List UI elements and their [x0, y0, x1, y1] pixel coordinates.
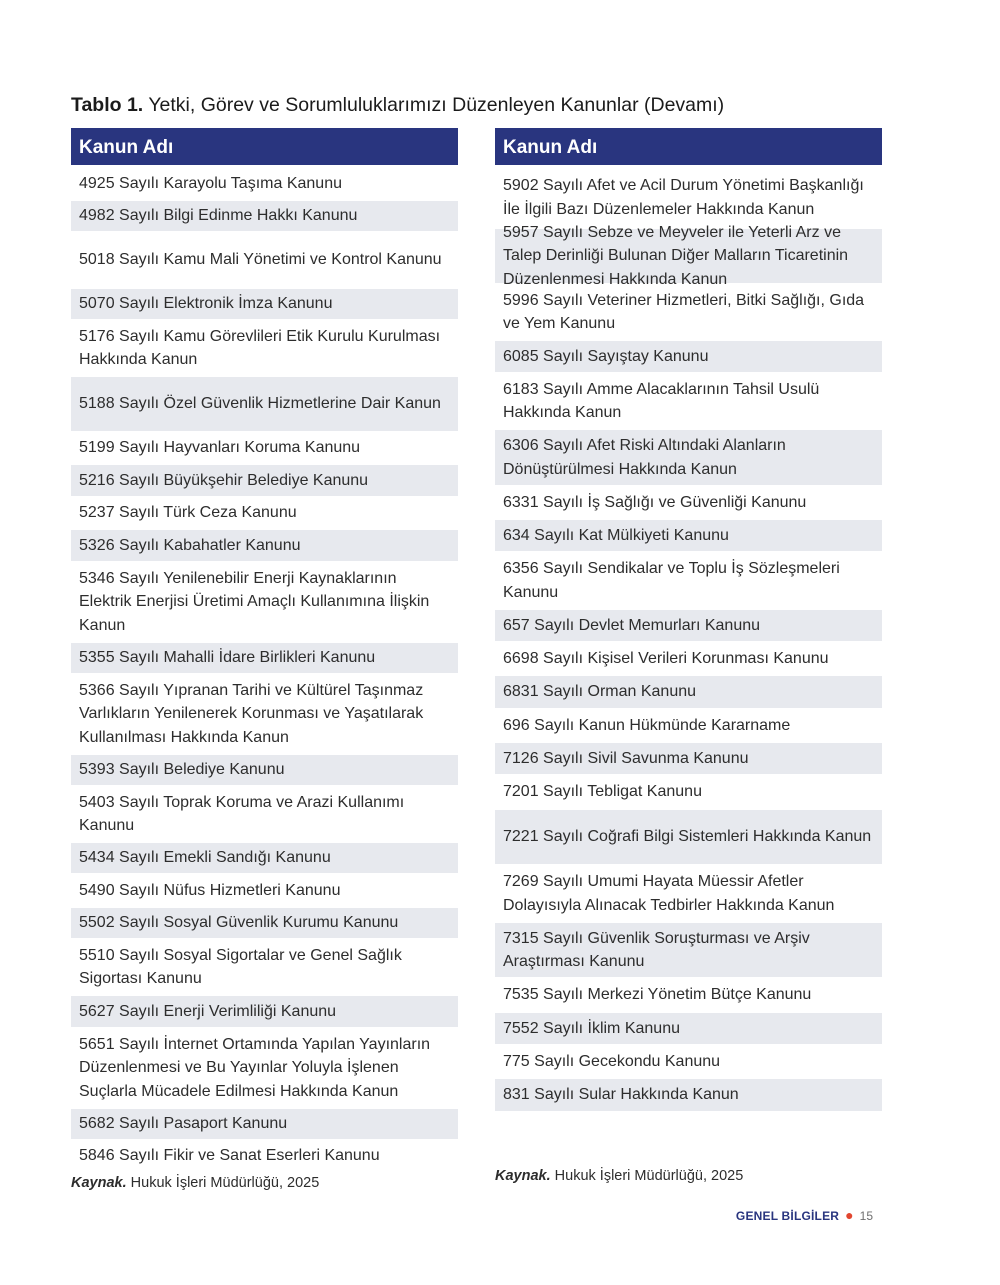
right-table-row: 6183 Sayılı Amme Alacaklarının Tahsil Usulü Hakkında Kanun [495, 374, 882, 430]
left-table-row: 5188 Sayılı Özel Güvenlik Hizmetlerine Dair Kanun [71, 377, 458, 433]
left-table-body [71, 168, 458, 1173]
right-table-row: 7221 Sayılı Coğrafi Bilgi Sistemleri Hakkında Kanun [495, 810, 882, 866]
right-table [495, 128, 882, 1113]
table-caption: Yetki, Görev ve Sorumluluklarımızı Düzenleyen Kanunlar (Devamı) [148, 94, 725, 116]
table-number: Tablo 1. [71, 94, 144, 116]
left-table [71, 128, 458, 1173]
left-table-row: 5199 Sayılı Hayvanları Koruma Kanunu [71, 433, 458, 465]
page-number: 15 [859, 1209, 873, 1223]
right-table-row: 6831 Sayılı Orman Kanunu [495, 676, 882, 710]
left-table-row: 5355 Sayılı Mahalli İdare Birlikleri Kanunu [71, 643, 458, 675]
right-table-row: 657 Sayılı Devlet Memurları Kanunu [495, 610, 882, 643]
left-table-row: 5490 Sayılı Nüfus Hizmetleri Kanunu [71, 875, 458, 908]
right-table-row: 7535 Sayılı Merkezi Yönetim Bütçe Kanunu [495, 979, 882, 1013]
right-table-row: 6331 Sayılı İş Sağlığı ve Güvenliği Kanunu [495, 487, 882, 520]
right-source-note [495, 1168, 743, 1184]
left-table-row: 5326 Sayılı Kabahatler Kanunu [71, 530, 458, 563]
left-table-row: 4925 Sayılı Karayolu Taşıma Kanunu [71, 168, 458, 201]
page-footer [736, 1207, 873, 1223]
right-table-header: Kanun Adı [495, 128, 882, 165]
right-table-row: 7269 Sayılı Umumi Hayata Müessir Afetler Dolayısıyla Alınacak Tedbirler Hakkında Kanun [495, 866, 882, 923]
left-table-row: 5393 Sayılı Belediye Kanunu [71, 755, 458, 787]
right-table-row: 5902 Sayılı Afet ve Acil Durum Yönetimi Başkanlığı İle İlgili Bazı Düzenlemeler Hakkında Kanun [495, 168, 882, 229]
right-table-row: 6306 Sayılı Afet Riski Altındaki Alanların Dönüştürülmesi Hakkında Kanun [495, 430, 882, 487]
right-table-row: 5957 Sayılı Sebze ve Meyveler ile Yeterli Arz ve Talep Derinliği Bulunan Diğer Malların Ticaretinin Düzenlenmesi Hakkında Kanun [495, 229, 882, 285]
left-source-note [71, 1175, 319, 1191]
right-table-row: 7552 Sayılı İklim Kanunu [495, 1013, 882, 1046]
source-label: Kaynak. [495, 1168, 551, 1184]
right-table-row: 7315 Sayılı Güvenlik Soruşturması ve Arşiv Araştırması Kanunu [495, 923, 882, 979]
right-table-row: 7201 Sayılı Tebligat Kanunu [495, 776, 882, 810]
bullet-dot-icon: ● [845, 1207, 854, 1223]
right-table-row: 634 Sayılı Kat Mülkiyeti Kanunu [495, 520, 882, 553]
footer-section-title: GENEL BİLGİLER [735, 1209, 840, 1223]
right-table-body [495, 168, 882, 1113]
right-table-row: 775 Sayılı Gecekondu Kanunu [495, 1046, 882, 1079]
left-table-row: 5346 Sayılı Yenilenebilir Enerji Kaynaklarının Elektrik Enerjisi Üretimi Amaçlı Kullanımına İlişkin Kanun [71, 563, 458, 643]
left-table-row: 5366 Sayılı Yıpranan Tarihi ve Kültürel Taşınmaz Varlıkların Yenilenerek Korunması ve Yaşatılarak Kullanılması Hakkında Kanun [71, 675, 458, 755]
source-text: Hukuk İşleri Müdürlüğü, 2025 [554, 1168, 744, 1184]
left-table-row: 5176 Sayılı Kamu Görevlileri Etik Kurulu Kurulması Hakkında Kanun [71, 321, 458, 377]
left-table-row: 5070 Sayılı Elektronik İmza Kanunu [71, 289, 458, 321]
left-table-row: 5434 Sayılı Emekli Sandığı Kanunu [71, 843, 458, 875]
left-table-row: 5403 Sayılı Toprak Koruma ve Arazi Kullanımı Kanunu [71, 787, 458, 843]
right-table-row: 6698 Sayılı Kişisel Verileri Korunması Kanunu [495, 643, 882, 676]
left-table-row: 5846 Sayılı Fikir ve Sanat Eserleri Kanunu [71, 1141, 458, 1173]
right-table-row: 6356 Sayılı Sendikalar ve Toplu İş Sözleşmeleri Kanunu [495, 553, 882, 610]
left-table-row: 5651 Sayılı İnternet Ortamında Yapılan Yayınların Düzenlenmesi ve Bu Yayınlar Yoluyla İşlenen Suçlarla Mücadele Edilmesi Hakkında Kanun [71, 1029, 458, 1109]
right-table-row: 831 Sayılı Sular Hakkında Kanun [495, 1079, 882, 1113]
left-table-row: 5627 Sayılı Enerji Verimliliği Kanunu [71, 996, 458, 1029]
left-table-row: 5018 Sayılı Kamu Mali Yönetimi ve Kontrol Kanunu [71, 233, 458, 289]
right-table-row: 6085 Sayılı Sayıştay Kanunu [495, 341, 882, 374]
source-label: Kaynak. [71, 1175, 127, 1191]
left-table-row: 5216 Sayılı Büyükşehir Belediye Kanunu [71, 465, 458, 498]
left-table-row: 5502 Sayılı Sosyal Güvenlik Kurumu Kanunu [71, 908, 458, 940]
left-table-header: Kanun Adı [71, 128, 458, 165]
left-table-row: 5682 Sayılı Pasaport Kanunu [71, 1109, 458, 1141]
left-table-row: 5510 Sayılı Sosyal Sigortalar ve Genel Sağlık Sigortası Kanunu [71, 940, 458, 996]
left-table-row: 5237 Sayılı Türk Ceza Kanunu [71, 498, 458, 530]
table-title [71, 94, 951, 117]
right-table-row: 5996 Sayılı Veteriner Hizmetleri, Bitki Sağlığı, Gıda ve Yem Kanunu [495, 285, 882, 341]
right-table-row: 7126 Sayılı Sivil Savunma Kanunu [495, 743, 882, 776]
source-text: Hukuk İşleri Müdürlüğü, 2025 [130, 1175, 320, 1191]
left-table-row: 4982 Sayılı Bilgi Edinme Hakkı Kanunu [71, 201, 458, 233]
right-table-row: 696 Sayılı Kanun Hükmünde Kararname [495, 710, 882, 743]
